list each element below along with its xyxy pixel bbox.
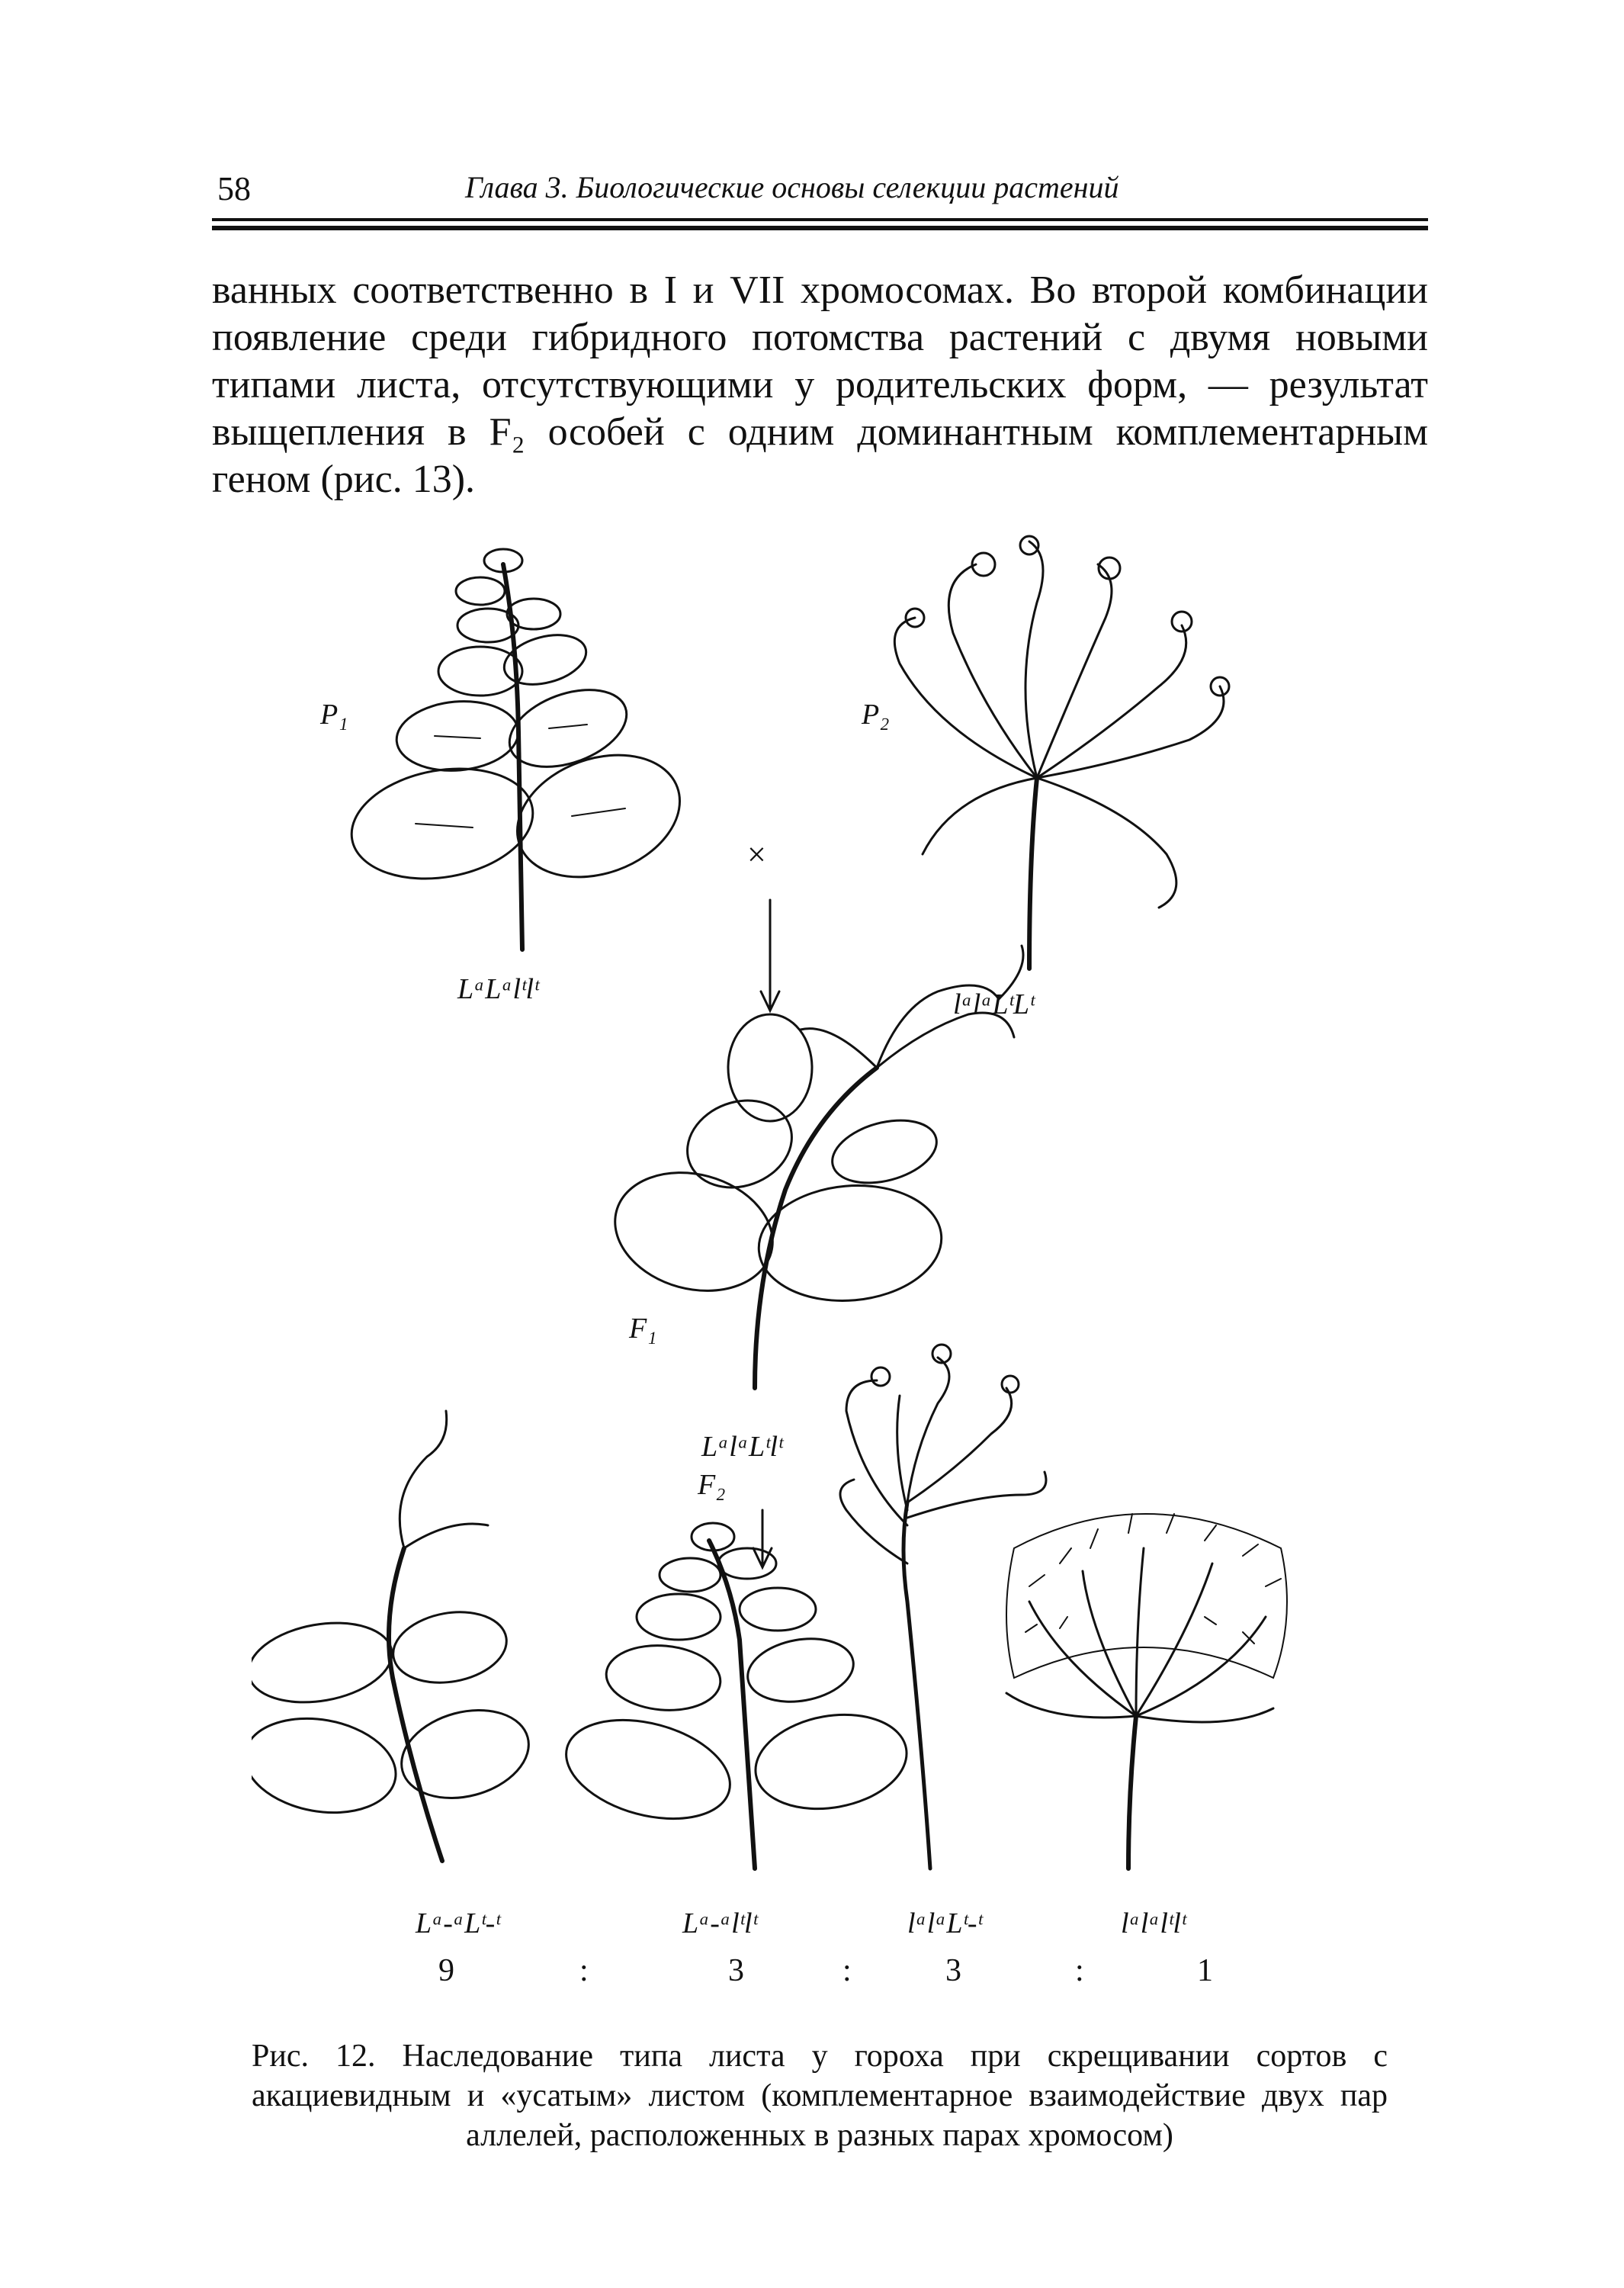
plant-p1-acacia-leaf (343, 549, 697, 950)
genotype-f2-4: lᵃlᵃlᵗlᵗ (1121, 1907, 1186, 1939)
ratio-3a: 3 (728, 1953, 744, 1988)
genotype-f2-1: Lᵃ-ᵃLᵗ-ᵗ (416, 1907, 500, 1939)
body-paragraph: ванных соответственно в I и VII хромосомах. Во второй комбинации появление среди гибридного потомства растений с двумя новыми типами листа, отсутствующими у родительских форм, — результат выщепления в F₂ особей с одним доминантным комплементарным геном (рис. 13). (212, 268, 1428, 501)
page-number: 58 (217, 170, 251, 207)
plant-f2-parsley-leaf (1006, 1514, 1287, 1869)
ratio-colon-1: : (579, 1953, 589, 1988)
label-f2: F₂ (698, 1469, 726, 1501)
f2-arrow (753, 1510, 772, 1567)
genotype-p2: lᵃlᵃLᵗLᵗ (953, 988, 1035, 1020)
figure-illustration (252, 534, 1411, 2029)
plant-f2-acacia-leaf (555, 1523, 914, 1869)
running-header-title: Глава 3. Биологические основы селекции растений (465, 170, 1119, 204)
ratio-1: 1 (1197, 1953, 1213, 1988)
plant-f2-tendril-leaf (840, 1345, 1046, 1869)
figure-caption: Рис. 12. Наследование типа листа у гороха при скрещивании сортов с акациевидным и «усатым» листом (комплементарное взаимодействие двух пар аллелей, расположенных в разных парах хромосом) (252, 2039, 1388, 2153)
header-rule-bottom (212, 226, 1428, 230)
header-rule-top (212, 218, 1428, 221)
genotype-f2-3: lᵃlᵃLᵗ-ᵗ (907, 1907, 982, 1939)
figure-leaf-inheritance (252, 534, 1411, 2029)
label-cross: × (747, 836, 766, 873)
ratio-9: 9 (438, 1953, 454, 1988)
genotype-f2-2: Lᵃ-ᵃlᵗlᵗ (682, 1907, 757, 1939)
label-p1: P₁ (320, 699, 348, 731)
plant-f2-normal-leaf (252, 1411, 538, 1861)
genotype-p1: LᵃLᵃlᵗlᵗ (457, 973, 539, 1005)
label-p2: P₂ (862, 699, 890, 731)
ratio-3b: 3 (945, 1953, 961, 1988)
cross-arrow (761, 900, 779, 1011)
ratio-colon-2: : (842, 1953, 852, 1988)
genotype-f1: LᵃlᵃLᵗlᵗ (701, 1431, 783, 1463)
label-f1: F₁ (629, 1313, 657, 1345)
ratio-colon-3: : (1075, 1953, 1084, 1988)
plant-p2-tendril-leaf (894, 536, 1229, 969)
